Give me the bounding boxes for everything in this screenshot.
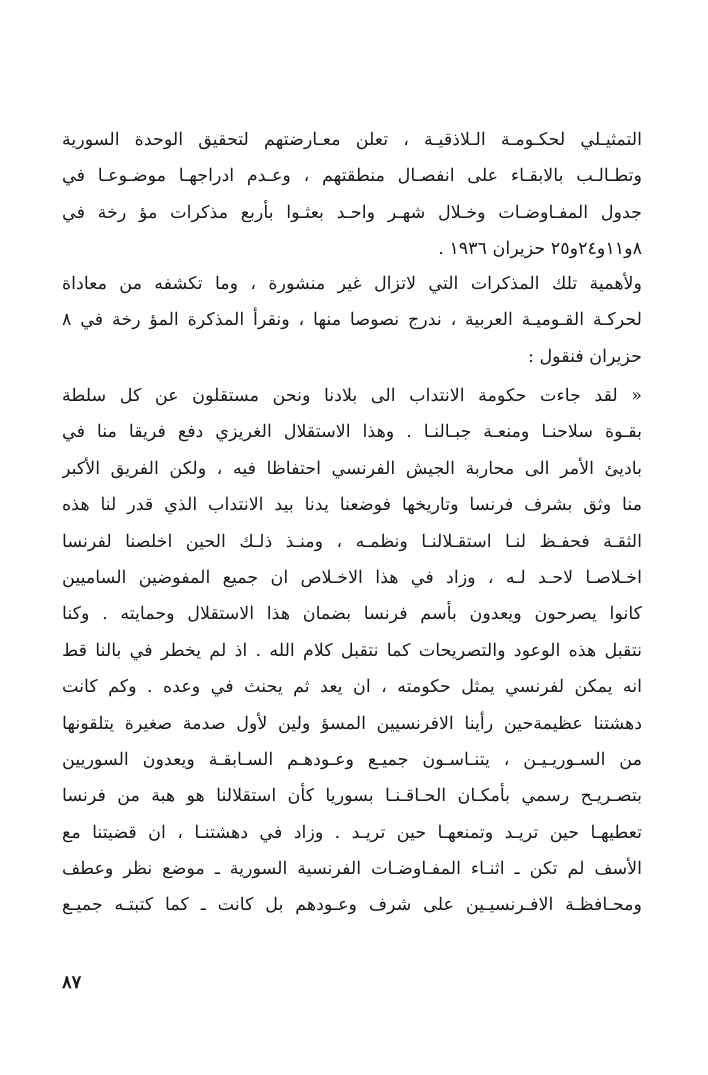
quoted-memorandum — [62, 378, 642, 924]
text-line: « لقد جاءت حكومة الانتداب الى بلادنا ونحن مستقلون عن كل سلطة — [62, 386, 642, 406]
text-line: ٨و١١و٢٤و٢٥ حزيران ١٩٣٦ . — [438, 239, 642, 260]
text-line: الثقـة فحفـظ لنـا استقـلالنـا ونظمـه ، ومنـذ ذلـك الحين اخلصنا لفرنسا — [62, 531, 642, 552]
text-line: بتصـريـح رسمي بأمكـان الحـاقـنـا بسوريا كأن استقلالنا هو هبة من فرنسا — [62, 786, 642, 807]
text-line: وتطـالـب بالابقـاء على انفصـال منطقتهم ، وعـدم ادراجهـا موضـوعـا في — [62, 166, 642, 187]
text-line: حزيران فنقول : — [528, 346, 642, 367]
text-line: بقـوة سلاحنـا ومنعـة جبـالنـا . وهذا الاستقلال الغريزي دفع فريقا منا في — [62, 422, 642, 443]
text-line: تعطيهـا حين تريـد وتمنعهـا حين تريـد . وزاد في دهشتنـا ، ان قضيتنا مع — [62, 822, 642, 843]
page-number: ٨٧ — [62, 972, 82, 993]
text-line: لحركـة القـوميـة العربية ، ندرج نصوصا منها ، ونقرأ المذكرة المؤ رخة في ٨ — [62, 310, 642, 331]
text-line: الأسف لم تكن ـ اثنـاء المفـاوضـات الفرنسية السورية ـ موضع نظر وعطف — [62, 859, 642, 880]
text-line: ومحـافظـة الافـرنسيـين على شرف وعـودهم بل كانت ـ كما كتبتـه جميـع — [62, 895, 642, 916]
text-line: كانوا يصرحون ويعدون بأسم فرنسا بضمان هذا الاستقلال وحمايته . وكنا — [62, 604, 642, 625]
paragraph-2 — [62, 266, 642, 375]
text-line: منا وثق بشرف فرنسا وتاريخها فوضعنا يدنا بيد الانتداب الذي قدر لنا هذه — [62, 495, 642, 516]
paragraph-1 — [62, 122, 642, 268]
text-line: جدول المفـاوضـات وخـلال شهـر واحـد بعثـوا بأربع مذكرات مؤ رخة في — [62, 202, 642, 223]
text-line: باديئ الأمر الى محاربة الجيش الفرنسي احتفاظا فيه ، ولكن الفريق الأكبر — [62, 458, 642, 479]
text-line: نتقبل هذه الوعود والتصريحات كما نتقبل كلام الله . اذ لم يخطر في بالنا قط — [62, 640, 642, 661]
text-line: التمثيـلي لحكـومـة الـلاذقيـة ، تعلن معـارضتهم لتحقيق الوحدة السورية — [62, 130, 642, 150]
text-line: من السـوريـيـن ، يتنـاسـون جميـع وعـودهـم السـابقـة ويعدون السوريين — [62, 749, 642, 770]
text-line: دهشتنا عظيمةحين رأينا الافرنسيين المسؤ ولين لأول صدمة صغيرة يتلقونها — [62, 713, 642, 734]
text-line: انه يمكن لفرنسي يمثل حكومته ، ان يعد ثم يحنث في وعده . وكم كانت — [62, 677, 642, 698]
text-line: ولأهمية تلك المذكرات التي لاتزال غير منشورة ، وما تكشفه من معاداة — [62, 274, 642, 294]
text-line: اخـلاصـا لاحـد لـه ، وزاد في هذا الاخـلاص ان جميع المفوضين الساميين — [62, 567, 642, 588]
